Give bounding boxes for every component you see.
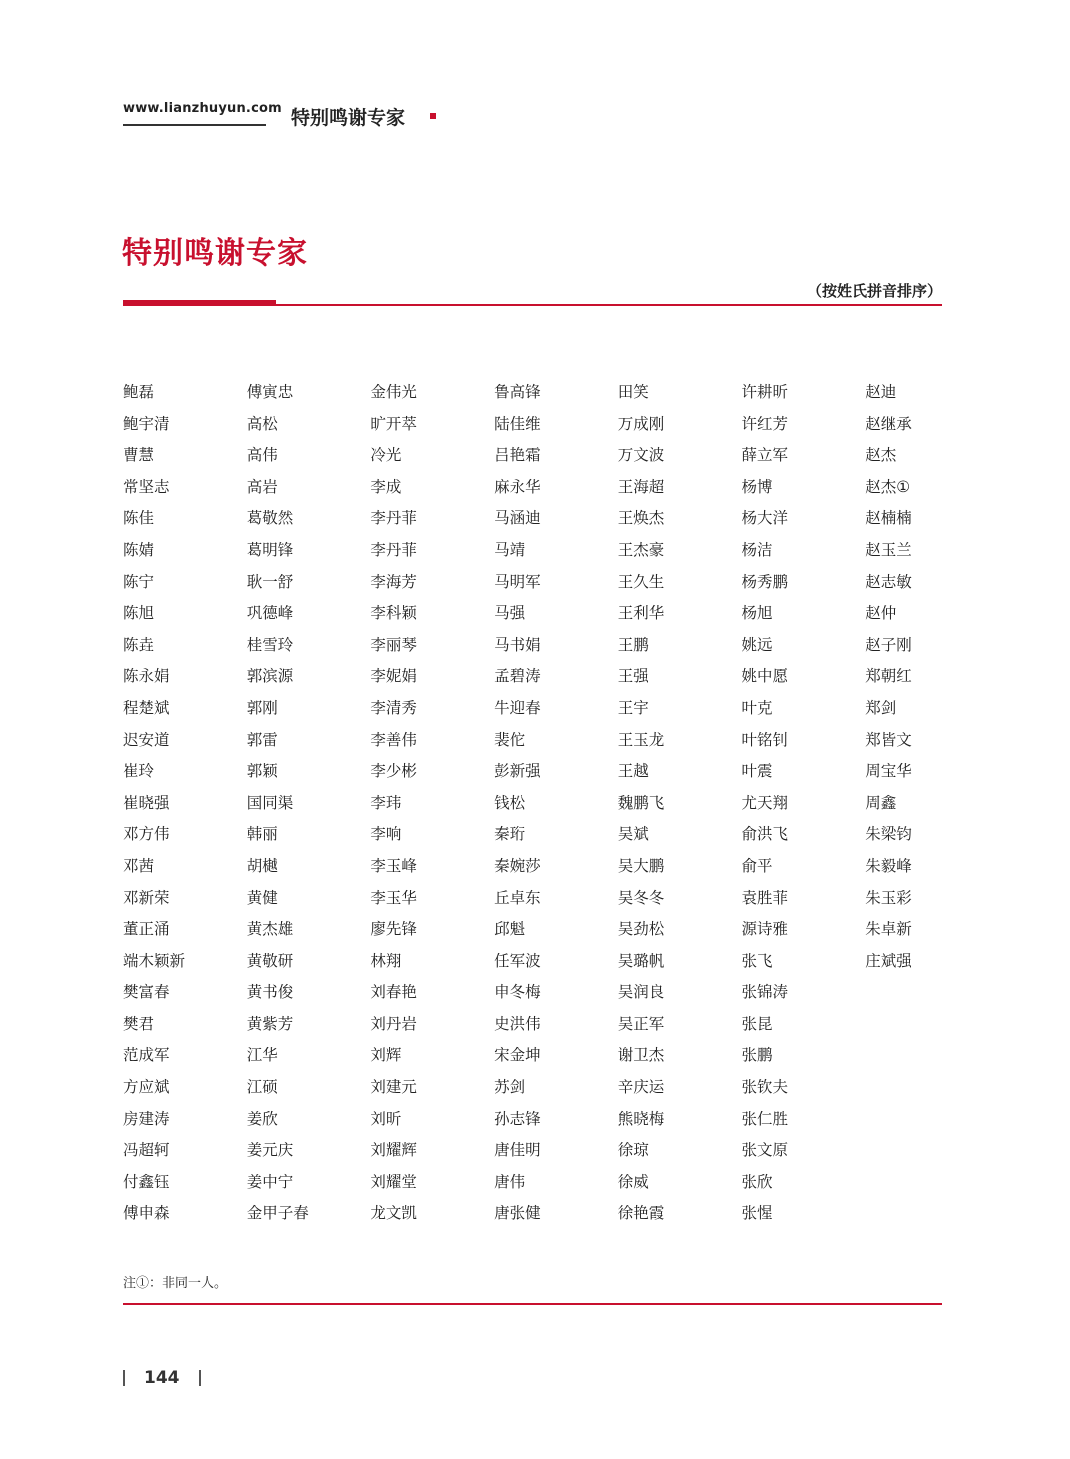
name-item: 郑朝红 (865, 667, 912, 686)
name-item: 吴璐帆 (617, 951, 665, 970)
name-item: 刘昕 (370, 1109, 402, 1128)
name-item: 赵继承 (865, 414, 912, 433)
name-item: 金甲子春 (246, 1204, 309, 1223)
name-item: 林翔 (370, 951, 402, 970)
name-item: 黄杰雄 (246, 920, 294, 939)
name-item: 刘耀辉 (370, 1141, 417, 1160)
name-item: 田笑 (617, 383, 649, 401)
name-item: 葛明锋 (246, 540, 294, 559)
name-item: 吴劲松 (617, 920, 665, 939)
name-item: 陈旭 (123, 604, 155, 623)
name-item: 江华 (246, 1046, 278, 1065)
name-item: 傅寅忠 (246, 383, 294, 401)
name-item: 王利华 (617, 604, 665, 623)
name-item: 庄斌强 (865, 951, 912, 970)
name-item: 杨博 (741, 477, 773, 496)
name-column (742, 377, 789, 1230)
name-item: 赵志敏 (865, 572, 912, 591)
name-item: 周鑫 (865, 793, 897, 812)
name-item: 姚中愿 (741, 667, 789, 686)
name-item: 赵子刚 (865, 635, 912, 654)
header-square-icon (430, 113, 436, 119)
name-item: 叶震 (741, 762, 773, 781)
name-item: 马书娟 (494, 635, 541, 654)
name-item: 李海芳 (370, 572, 417, 591)
sort-note: （按姓氏拼音排序） (806, 282, 942, 300)
name-item: 朱毅峰 (865, 856, 912, 875)
name-item: 万文波 (617, 446, 665, 465)
name-item: 郑皆文 (865, 730, 912, 749)
name-item: 陆佳维 (494, 414, 541, 433)
name-column (618, 377, 665, 1230)
name-item: 王宇 (617, 698, 649, 717)
name-item: 王焕杰 (617, 509, 665, 528)
name-item: 邓茜 (123, 856, 155, 875)
name-item: 李清秀 (370, 698, 417, 717)
name-item: 万成刚 (617, 414, 665, 433)
name-item: 赵仲 (865, 604, 897, 623)
name-item: 姜元庆 (246, 1141, 294, 1160)
name-item: 姚远 (741, 635, 773, 654)
name-item: 张欣 (741, 1172, 773, 1191)
name-item: 张飞 (741, 951, 773, 970)
name-item: 吕艳霜 (494, 446, 541, 465)
name-item: 杨旭 (741, 604, 773, 623)
name-column (123, 377, 185, 1230)
name-item: 葛敬然 (246, 509, 294, 528)
name-item: 张钦夫 (741, 1078, 789, 1097)
header-site-underline (123, 124, 266, 126)
name-item: 方应斌 (123, 1078, 170, 1097)
name-item: 陈佳 (123, 509, 155, 528)
name-item: 陈宁 (123, 572, 155, 591)
name-item: 徐琼 (617, 1141, 649, 1160)
name-item: 李丹菲 (370, 540, 417, 559)
name-item: 马涵迪 (494, 509, 541, 528)
name-item: 吴斌 (617, 825, 649, 844)
name-item: 王久生 (617, 572, 665, 591)
name-item: 樊君 (123, 1014, 155, 1033)
name-item: 马靖 (494, 540, 526, 559)
name-item: 范成军 (123, 1046, 170, 1065)
name-item: 熊晓梅 (617, 1109, 665, 1128)
name-item: 张锦涛 (741, 983, 789, 1002)
name-item: 鲍磊 (123, 383, 155, 401)
name-column (247, 377, 309, 1230)
name-item: 刘丹岩 (370, 1014, 417, 1033)
name-item: 马明军 (494, 572, 541, 591)
name-item: 丘卓东 (494, 888, 541, 907)
name-item: 旷开萃 (370, 414, 417, 433)
name-item: 房建涛 (123, 1109, 170, 1128)
name-item: 常坚志 (123, 477, 170, 496)
name-item: 迟安道 (123, 730, 170, 749)
name-item: 杨秀鹏 (741, 572, 789, 591)
name-item: 李少彬 (370, 762, 417, 781)
name-item: 张仁胜 (741, 1109, 789, 1128)
name-item: 高伟 (246, 446, 278, 465)
name-item: 巩德峰 (246, 604, 294, 623)
name-item: 金伟光 (370, 383, 417, 401)
name-item: 刘耀堂 (370, 1172, 417, 1191)
name-item: 张文原 (741, 1141, 789, 1160)
bottom-rule (123, 1303, 942, 1305)
name-item: 李妮娟 (370, 667, 417, 686)
name-item: 苏剑 (494, 1078, 526, 1097)
name-item: 鲁高锋 (494, 383, 541, 401)
name-item: 曹慧 (123, 446, 155, 465)
name-item: 刘春艳 (370, 983, 417, 1002)
name-item: 李玉峰 (370, 856, 417, 875)
name-item: 吴大鹏 (617, 856, 665, 875)
name-item: 崔玲 (123, 762, 155, 781)
name-item: 张昆 (741, 1014, 773, 1033)
name-item: 陈永娟 (123, 667, 170, 686)
footnote: 注①：非同一人。 (123, 1276, 228, 1291)
name-item: 王海超 (617, 477, 665, 496)
name-item: 吴正军 (617, 1014, 665, 1033)
name-item: 黄敬研 (246, 951, 294, 970)
name-item: 郑剑 (865, 698, 897, 717)
name-item: 朱梁钧 (865, 825, 912, 844)
name-item: 龙文凯 (370, 1204, 417, 1223)
name-item: 高岩 (246, 477, 278, 496)
name-item: 唐伟 (494, 1172, 526, 1191)
name-item: 史洪伟 (494, 1014, 541, 1033)
name-item: 唐张健 (494, 1204, 541, 1223)
title-rule (123, 304, 942, 306)
name-item: 刘辉 (370, 1046, 402, 1065)
name-item: 王强 (617, 667, 649, 686)
name-item: 李玮 (370, 793, 402, 812)
page-bar-left (123, 1370, 125, 1386)
name-item: 唐佳明 (494, 1141, 541, 1160)
name-item: 马强 (494, 604, 526, 623)
name-item: 裴佗 (494, 730, 526, 749)
name-item: 黄书俊 (246, 983, 294, 1002)
name-item: 申冬梅 (494, 983, 541, 1002)
name-item: 王鹏 (617, 635, 649, 654)
name-item: 俞平 (741, 856, 773, 875)
name-item: 李善伟 (370, 730, 417, 749)
name-item: 冯超轲 (123, 1141, 170, 1160)
name-item: 徐艳霞 (617, 1204, 665, 1223)
name-item: 赵楠楠 (865, 509, 912, 528)
name-item: 赵杰 (865, 446, 897, 465)
name-item: 赵迪 (865, 383, 897, 401)
name-item: 邓方伟 (123, 825, 170, 844)
name-item: 魏鹏飞 (617, 793, 665, 812)
name-item: 许红芳 (741, 414, 789, 433)
name-column (865, 377, 912, 977)
name-item: 邓新荣 (123, 888, 170, 907)
name-item: 姜欣 (246, 1109, 278, 1128)
name-item: 郭颖 (246, 762, 278, 781)
name-item: 俞洪飞 (741, 825, 789, 844)
name-item: 崔晓强 (123, 793, 170, 812)
name-item: 李响 (370, 825, 402, 844)
name-item: 辛庆运 (617, 1078, 665, 1097)
name-item: 薛立军 (741, 446, 789, 465)
page-title: 特别鸣谢专家 (122, 236, 308, 271)
header-section-title: 特别鸣谢专家 (291, 107, 406, 129)
name-item: 郭滨源 (246, 667, 294, 686)
name-item: 吴润良 (617, 983, 665, 1002)
name-item: 樊富春 (123, 983, 170, 1002)
name-item: 耿一舒 (246, 572, 294, 591)
name-item: 孟碧涛 (494, 667, 541, 686)
name-item: 周宝华 (865, 762, 912, 781)
header-site: www.lianzhuyun.com (123, 101, 282, 116)
name-item: 麻永华 (494, 477, 541, 496)
name-item: 李成 (370, 477, 402, 496)
name-item: 赵杰① (865, 477, 911, 496)
name-item: 王越 (617, 762, 649, 781)
name-item: 张惺 (741, 1204, 773, 1223)
name-item: 秦珩 (494, 825, 526, 844)
name-item: 刘建元 (370, 1078, 417, 1097)
name-item: 韩丽 (246, 825, 278, 844)
name-item: 牛迎春 (494, 698, 541, 717)
name-item: 鲍宇清 (123, 414, 170, 433)
name-item: 宋金坤 (494, 1046, 541, 1065)
name-item: 杨洁 (741, 540, 773, 559)
page-number: 144 (144, 1368, 180, 1388)
name-item: 任军波 (494, 951, 541, 970)
name-item: 黄健 (246, 888, 278, 907)
name-item: 张鹏 (741, 1046, 773, 1065)
name-item: 袁胜菲 (741, 888, 789, 907)
name-item: 朱玉彩 (865, 888, 912, 907)
name-item: 胡樾 (246, 856, 278, 875)
name-item: 谢卫杰 (617, 1046, 665, 1065)
name-item: 董正涌 (123, 920, 170, 939)
name-item: 高松 (246, 414, 278, 433)
name-item: 王杰豪 (617, 540, 665, 559)
name-item: 郭刚 (246, 698, 278, 717)
name-item: 黄紫芳 (246, 1014, 294, 1033)
page-bar-right (199, 1370, 201, 1386)
name-column (370, 377, 417, 1230)
name-item: 陈婧 (123, 540, 155, 559)
name-item: 叶克 (741, 698, 773, 717)
name-item: 吴冬冬 (617, 888, 665, 907)
name-item: 姜中宁 (246, 1172, 294, 1191)
name-item: 付鑫钰 (123, 1172, 170, 1191)
name-item: 叶铭钊 (741, 730, 789, 749)
name-column (494, 377, 541, 1230)
name-item: 钱松 (494, 793, 526, 812)
name-item: 江硕 (246, 1078, 278, 1097)
name-item: 李科颖 (370, 604, 417, 623)
name-item: 国同渠 (246, 793, 294, 812)
name-item: 朱卓新 (865, 920, 912, 939)
name-item: 邱魁 (494, 920, 526, 939)
name-item: 郭雷 (246, 730, 278, 749)
name-item: 尤天翔 (741, 793, 789, 812)
name-item: 彭新强 (494, 762, 541, 781)
name-item: 端木颖新 (123, 951, 186, 970)
name-item: 源诗雅 (741, 920, 789, 939)
name-item: 傅申森 (123, 1204, 170, 1223)
name-item: 李玉华 (370, 888, 417, 907)
name-item: 桂雪玲 (246, 635, 294, 654)
name-item: 陈垚 (123, 635, 155, 654)
name-item: 秦婉莎 (494, 856, 541, 875)
name-item: 徐威 (617, 1172, 649, 1191)
name-item: 赵玉兰 (865, 540, 912, 559)
name-item: 孙志锋 (494, 1109, 541, 1128)
name-item: 王玉龙 (617, 730, 665, 749)
name-item: 李丹菲 (370, 509, 417, 528)
name-item: 廖先锋 (370, 920, 417, 939)
name-item: 冷光 (370, 446, 402, 465)
name-item: 杨大洋 (741, 509, 789, 528)
name-item: 许耕昕 (741, 383, 789, 401)
name-item: 李丽琴 (370, 635, 417, 654)
name-item: 程楚斌 (123, 698, 170, 717)
